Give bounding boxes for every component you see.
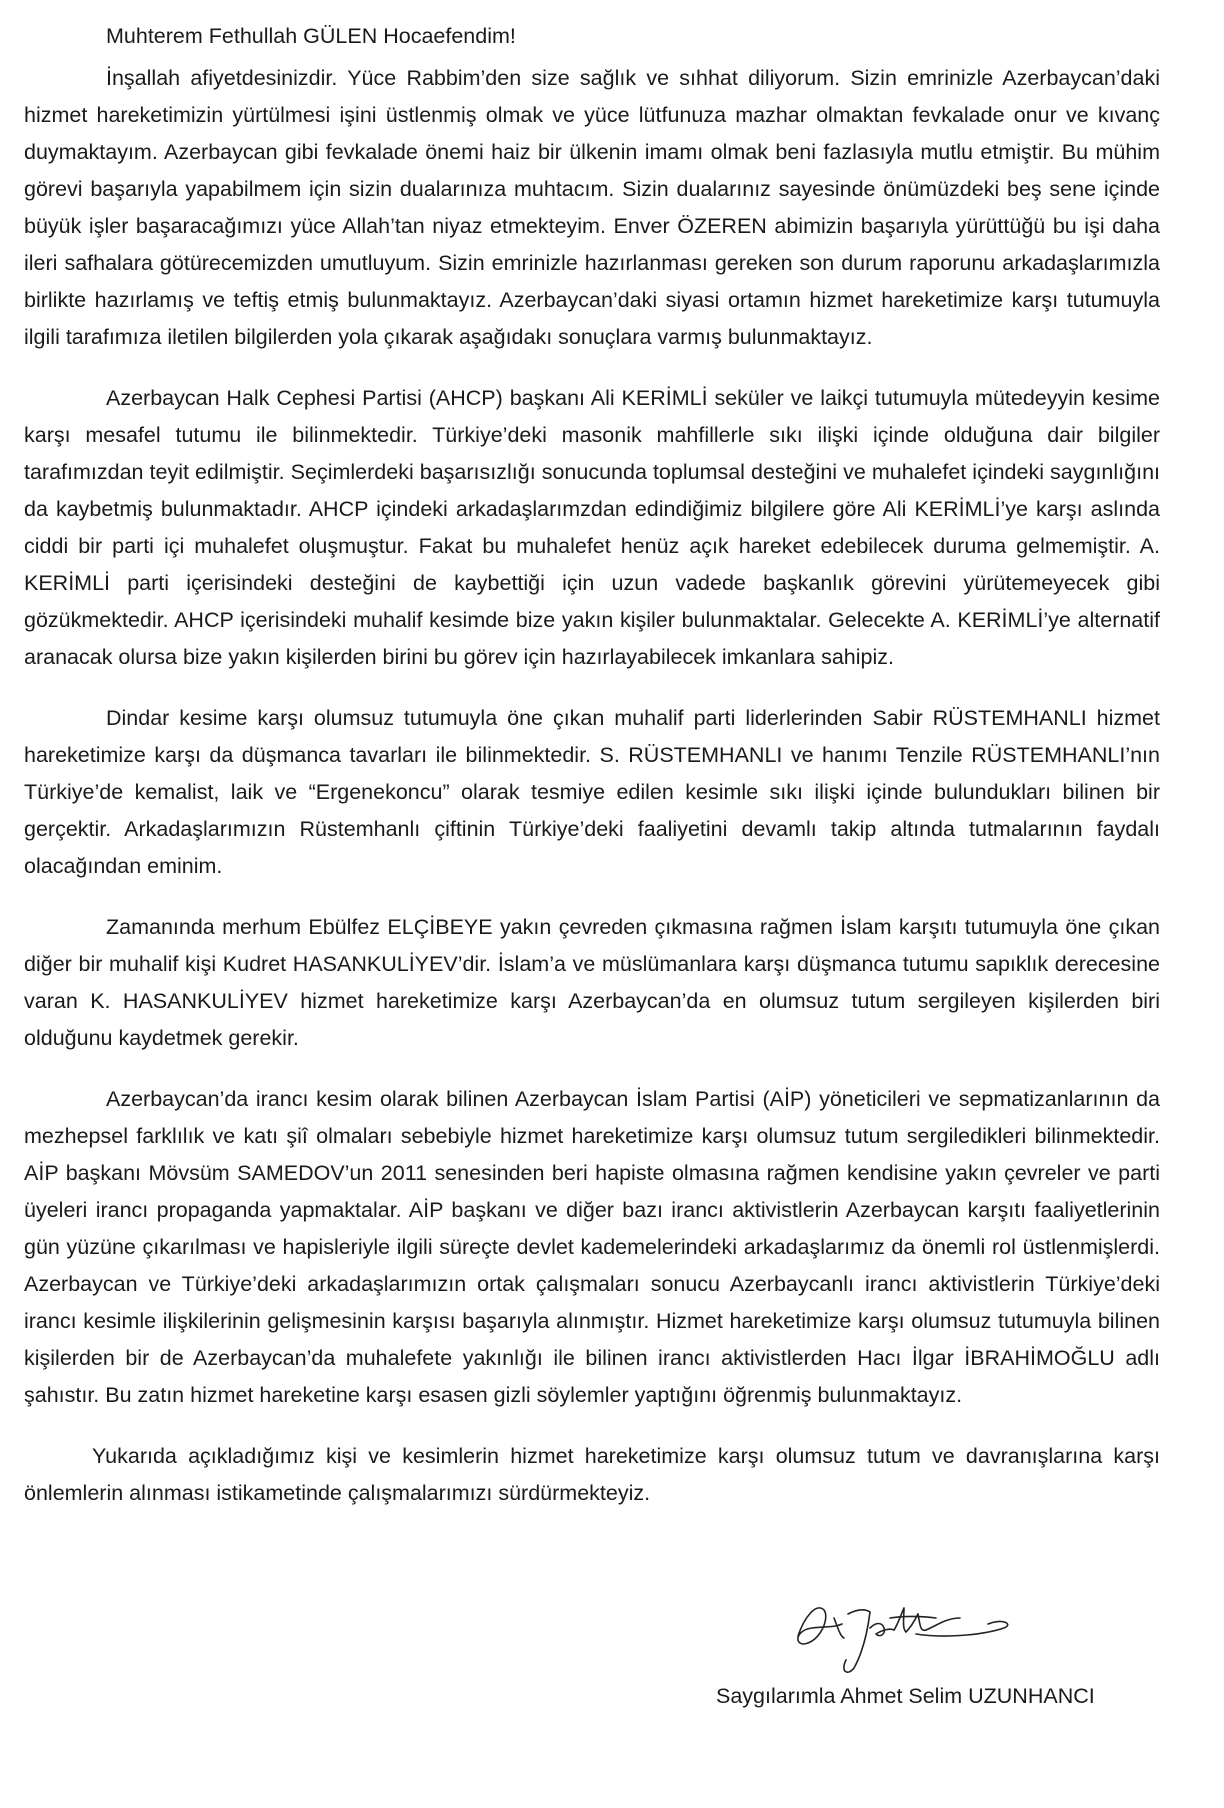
paragraph-ahcp: Azerbaycan Halk Cephesi Partisi (AHCP) başkanı Ali KERİMLİ seküler ve laikçi tutumuyla mütedeyyin kesime karşı mesafel tutumu ile bilinmektedir. Türkiye’deki masonik mahfillerle sıkı ilişki içinde olduğuna dair bilgiler tarafımızdan teyit edilmiştir. Seçimlerdeki başarısızlığı sonucunda toplumsal desteğini ve muhalefet içindeki saygınlığını da kaybetmiş bulunmaktadır. AHCP içindeki arkadaşlarımzdan edindiğimiz bilgilere göre Ali KERİMLİ’ye karşı aslında ciddi bir parti içi muhalefet oluşmuştur. Fakat bu muhalefet henüz açık hareket edebilecek duruma gelmemiştir. A. KERİMLİ parti içerisindeki desteğini de kaybettiği için uzun vadede başkanlık görevini yürütemeyecek gibi gözükmektedir. AHCP içerisindeki muhalif kesimde bize yakın kişiler bulunmaktalar. Gelecekte A. KERİMLİ’ye alternatif aranacak olursa bize yakın kişilerden birini bu görev için hazırlayabilecek imkanlara sahipiz. [24, 386, 1160, 669]
handwritten-signature [790, 1588, 1150, 1678]
letter-body [24, 18, 1160, 1512]
paragraph-rustemhanli: Dindar kesime karşı olumsuz tutumuyla öne çıkan muhalif parti liderlerinden Sabir RÜSTEMHANLI hizmet hareketimize karşı da düşmanca tavarları ile bilinmektedir. S. RÜSTEMHANLI ve hanımı Tenzile RÜSTEMHANLI’nın Türkiye’de kemalist, laik ve “Ergenekoncu” olarak tesmiye edilen kesimle sıkı ilişki içinde bulundukları bilinen bir gerçektir. Arkadaşlarımızın Rüstemhanlı çiftinin Türkiye’deki faaliyetini devamlı takip altında tutmalarının faydalı olacağından eminim. [24, 706, 1160, 878]
paragraph-aip: Azerbaycan’da irancı kesim olarak bilinen Azerbaycan İslam Partisi (AİP) yöneticileri ve sepmatizanlarının da mezhepsel farklılık ve katı şiî olmaları sebebiyle hizmet hareketimize karşı olumsuz tutum sergiledikleri bilinmektedir. AİP başkanı Mövsüm SAMEDOV’un 2011 senesinden beri hapiste olmasına rağmen kendisine yakın çevreler ve parti üyeleri irancı propaganda yapmaktalar. AİP başkanı ve diğer bazı irancı aktivistlerin Azerbaycan karşıtı faaliyetlerinin gün yüzüne çıkarılması ve hapisleriyle ilgili süreçte devlet kademelerindeki arkadaşlarımız da önemli rol üstlenmişlerdi. Azerbaycan ve Türkiye’deki arkadaşlarımızın ortak çalışmaları sonucu Azerbaycanlı irancı aktivistlerin Türkiye’deki irancı kesimle ilişkilerinin gelişmesinin karşısı başarıyla alınmıştır. Hizmet hareketimize karşı olumsuz tutumuyla bilinen kişilerden bir de Azerbaycan’da muhalefete yakınlığı ile bilinen irancı aktivistlerden Hacı İlgar İBRAHİMOĞLU adlı şahıstır. Bu zatın hizmet hareketine karşı esasen gizli söylemler yaptığını öğrenmiş bulunmaktayız. [24, 1087, 1160, 1407]
signature-scribble [790, 1588, 1020, 1678]
paragraph-closing: Yukarıda açıkladığımız kişi ve kesimlerin hizmet hareketimize karşı olumsuz tutum ve davranışlarına karşı önlemlerin alınması istikametinde çalışmalarımızı sürdürmekteyiz. [24, 1444, 1160, 1505]
paragraph-hasankuliyev: Zamanında merhum Ebülfez ELÇİBEYE yakın çevreden çıkmasına rağmen İslam karşıtı tutumuyla öne çıkan diğer bir muhalif kişi Kudret HASANKULİYEV’dir. İslam’a ve müslümanlara karşı düşmanca tutumu sapıklık derecesine varan K. HASANKULİYEV hizmet hareketimize karşı Azerbaycan’da en olumsuz tutum sergileyen kişilerden biri olduğunu kaydetmek gerekir. [24, 915, 1160, 1050]
salutation: Muhterem Fethullah GÜLEN Hocaefendim! [106, 24, 516, 48]
signature-line: Saygılarımla Ahmet Selim UZUNHANCI [716, 1684, 1095, 1708]
paragraph-intro: İnşallah afiyetdesinizdir. Yüce Rabbim’den size sağlık ve sıhhat diliyorum. Sizin emrinizle Azerbaycan’daki hizmet hareketimizin yürtülmesi işini üstlenmiş olmak ve yüce lütfunuza mazhar olmaktan fevkalade onur ve kıvanç duymaktayım. Azerbaycan gibi fevkalade önemi haiz bir ülkenin imamı olmak beni fazlasıyla mutlu etmiştir. Bu mühim görevi başarıyla yapabilmem için sizin dualarınıza muhtacım. Sizin dualarınız sayesinde önümüzdeki beş sene içinde büyük işler başaracağımızı yüce Allah’tan niyaz etmekteyim. Enver ÖZEREN abimizin başarıyla yürüttüğü bu işi daha ileri safhalara götürecemizden umutluyum. Sizin emrinizle hazırlanması gereken son durum raporunu arkadaşlarımızla birlikte hazırlamış ve teftiş etmiş bulunmaktayız. Azerbaycan’daki siyasi ortamın hizmet hareketimize karşı tutumuyla ilgili tarafımıza iletilen bilgilerden yola çıkarak aşağıdakı sonuçlara varmış bulunmaktayız. [24, 66, 1160, 349]
